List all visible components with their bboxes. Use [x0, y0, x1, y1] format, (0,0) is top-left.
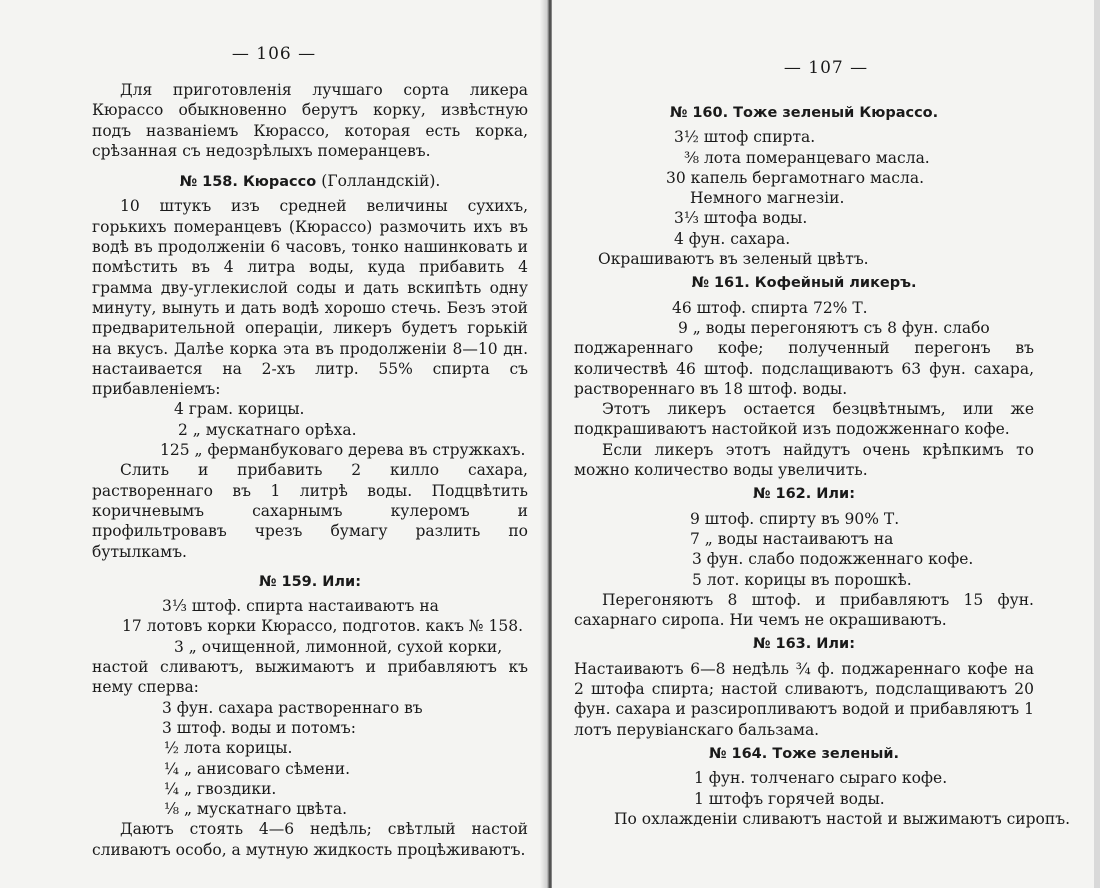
ingredient-line: 125 „ ферманбуковаго дерева въ стружкахъ.	[160, 441, 526, 460]
recipe-159-text: настой сливаютъ, выжимаютъ и прибавляютъ къ нему сперва:	[92, 658, 528, 697]
recipe-158-heading	[92, 171, 528, 192]
ingredient-line: 2 „ мускатнаго орѣха.	[178, 420, 357, 439]
ingredient-line: Немного магнезіи.	[690, 189, 845, 208]
ingredient-line: 3⅓ штоф. спирта настаиваютъ на	[162, 597, 439, 616]
left-page-text	[92, 80, 528, 860]
recipe-159-heading: № 159. Или:	[258, 573, 362, 590]
ingredient-line: 5 лот. корицы въ порошкѣ.	[692, 570, 912, 589]
ingredient-line: 4 грам. корицы.	[174, 400, 305, 419]
recipe-164-text: По охлажденіи сливаютъ настой и выжимаютъ сиропъ.	[614, 809, 1071, 828]
recipe-158-subtitle: (Голландскій).	[321, 172, 441, 191]
ingredient-line: 17 лотовъ корки Кюрассо, подготов. какъ № 158.	[122, 617, 523, 636]
ingredient-line: 3⅓ штофа воды.	[674, 209, 808, 228]
recipe-161-text-3: Если ликеръ этотъ найдутъ очень крѣпкимъ то можно количество воды увеличить.	[574, 440, 1034, 480]
ingredient-line: ⅛ „ мускатнаго цвѣта.	[164, 800, 348, 819]
recipe-162-heading: № 162. Или:	[752, 486, 856, 503]
intro-paragraph: Для приготовленія лучшаго сорта ликера Кюрассо обыкновенно берутъ корку, извѣстную подъ названіемъ Кюрассо, которая есть корка, срѣзанная съ недозрѣлыхъ померанцевъ.	[92, 81, 528, 160]
page-edge	[1094, 0, 1100, 888]
ingredient-line: 9 штоф. спирту въ 90% Т.	[690, 509, 900, 528]
ingredient-line: 1 фун. толченаго сыраго кофе.	[694, 769, 948, 788]
ingredient-line: ¼ „ гвоздики.	[164, 779, 277, 798]
ingredient-line: 3 „ очищенной, лимонной, сухой корки,	[174, 637, 503, 656]
page-number-right: — 107 —	[783, 58, 869, 78]
ingredient-line: 3½ штоф спирта.	[674, 128, 816, 147]
ingredient-line: 3 фун. сахара раствореннаго въ	[162, 698, 423, 717]
recipe-164-heading: № 164. Тоже зеленый.	[709, 745, 899, 762]
ingredient-line: 30 капель бергамотнаго масла.	[666, 168, 924, 187]
recipe-159-text-2: Даютъ стоять 4—6 недѣль; свѣтлый настой сливаютъ особо, а мутную жидкость процѣживаютъ.	[92, 820, 528, 859]
right-page-text	[574, 103, 1071, 829]
recipe-161-heading: № 161. Кофейный ликеръ.	[691, 275, 917, 292]
ingredient-line: ⅜ лота померанцеваго масла.	[684, 148, 930, 167]
recipe-158-title: № 158. Кюрассо	[179, 174, 317, 191]
ingredient-line: 46 штоф. спирта 72% Т.	[672, 298, 868, 317]
left-page	[0, 0, 548, 888]
ingredient-line: 9 „ воды перегоняютъ съ 8 фун. слабо	[678, 318, 990, 337]
recipe-163-text: Настаиваютъ 6—8 недѣль ¾ ф. поджареннаго кофе на 2 штофа спирта; настой сливаютъ, подслащиваютъ 20 фун. сахара и разсиропливаютъ водой и прибавляютъ 1 лотъ перувіанскаго бальзама.	[574, 659, 1034, 739]
page-number-left: — 106 —	[231, 44, 317, 64]
right-page	[552, 0, 1100, 888]
recipe-160-heading: № 160. Тоже зеленый Кюрассо.	[669, 105, 939, 121]
recipe-160-text: Окрашиваютъ въ зеленый цвѣтъ.	[598, 250, 869, 269]
recipe-161-text-2: Этотъ ликеръ остается безцвѣтнымъ, или же подкрашиваютъ настойкой изъ подожженнаго кофе.	[574, 400, 1034, 439]
ingredient-line: 4 фун. сахара.	[674, 229, 791, 248]
ingredient-line: ¼ „ анисоваго сѣмени.	[164, 759, 351, 778]
ingredient-line: 7 „ воды настаиваютъ на	[690, 529, 894, 548]
recipe-158-text: 10 штукъ изъ средней величины сухихъ, горькихъ померанцевъ (Кюрассо) размочить ихъ въ водѣ въ продолженіи 6 часовъ, тонко нашинковать и помѣстить въ 4 литра воды, куда прибавить 4 грамма дву-углекислой соды и дать вскипѣть одну минуту, вынуть и дать водѣ хорошо стечь. Безъ этой предварительной операціи, ликеръ будетъ горькій на вкусъ. Далѣе корка эта въ продолженіи 8—10 дн. настаивается на 2-хъ литр. 55% спирта съ прибавленіемъ:	[92, 197, 528, 399]
recipe-161-text: поджареннаго кофе; полученный перегонъ въ количествѣ 46 штоф. подслащиваютъ 63 фун. сахара, раствореннаго въ 18 штоф. воды.	[574, 339, 1034, 398]
ingredient-line: ½ лота корицы.	[164, 739, 293, 758]
ingredient-line: 1 штофъ горячей воды.	[694, 789, 885, 808]
recipe-162-text: Перегоняютъ 8 штоф. и прибавляютъ 15 фун. сахарнаго сиропа. Ни чемъ не окрашиваютъ.	[574, 590, 1034, 630]
recipe-158-text-2: Слить и прибавить 2 килло сахара, раствореннаго въ 1 литрѣ воды. Подцвѣтить коричневымъ сахарнымъ кулеромъ и профильтровавъ чрезъ бумагу разлить по бутылкамъ.	[92, 461, 528, 561]
ingredient-line: 3 штоф. воды и потомъ:	[162, 718, 356, 737]
ingredient-line: 3 фун. слабо подожженнаго кофе.	[692, 550, 974, 569]
recipe-163-heading: № 163. Или:	[752, 636, 856, 653]
